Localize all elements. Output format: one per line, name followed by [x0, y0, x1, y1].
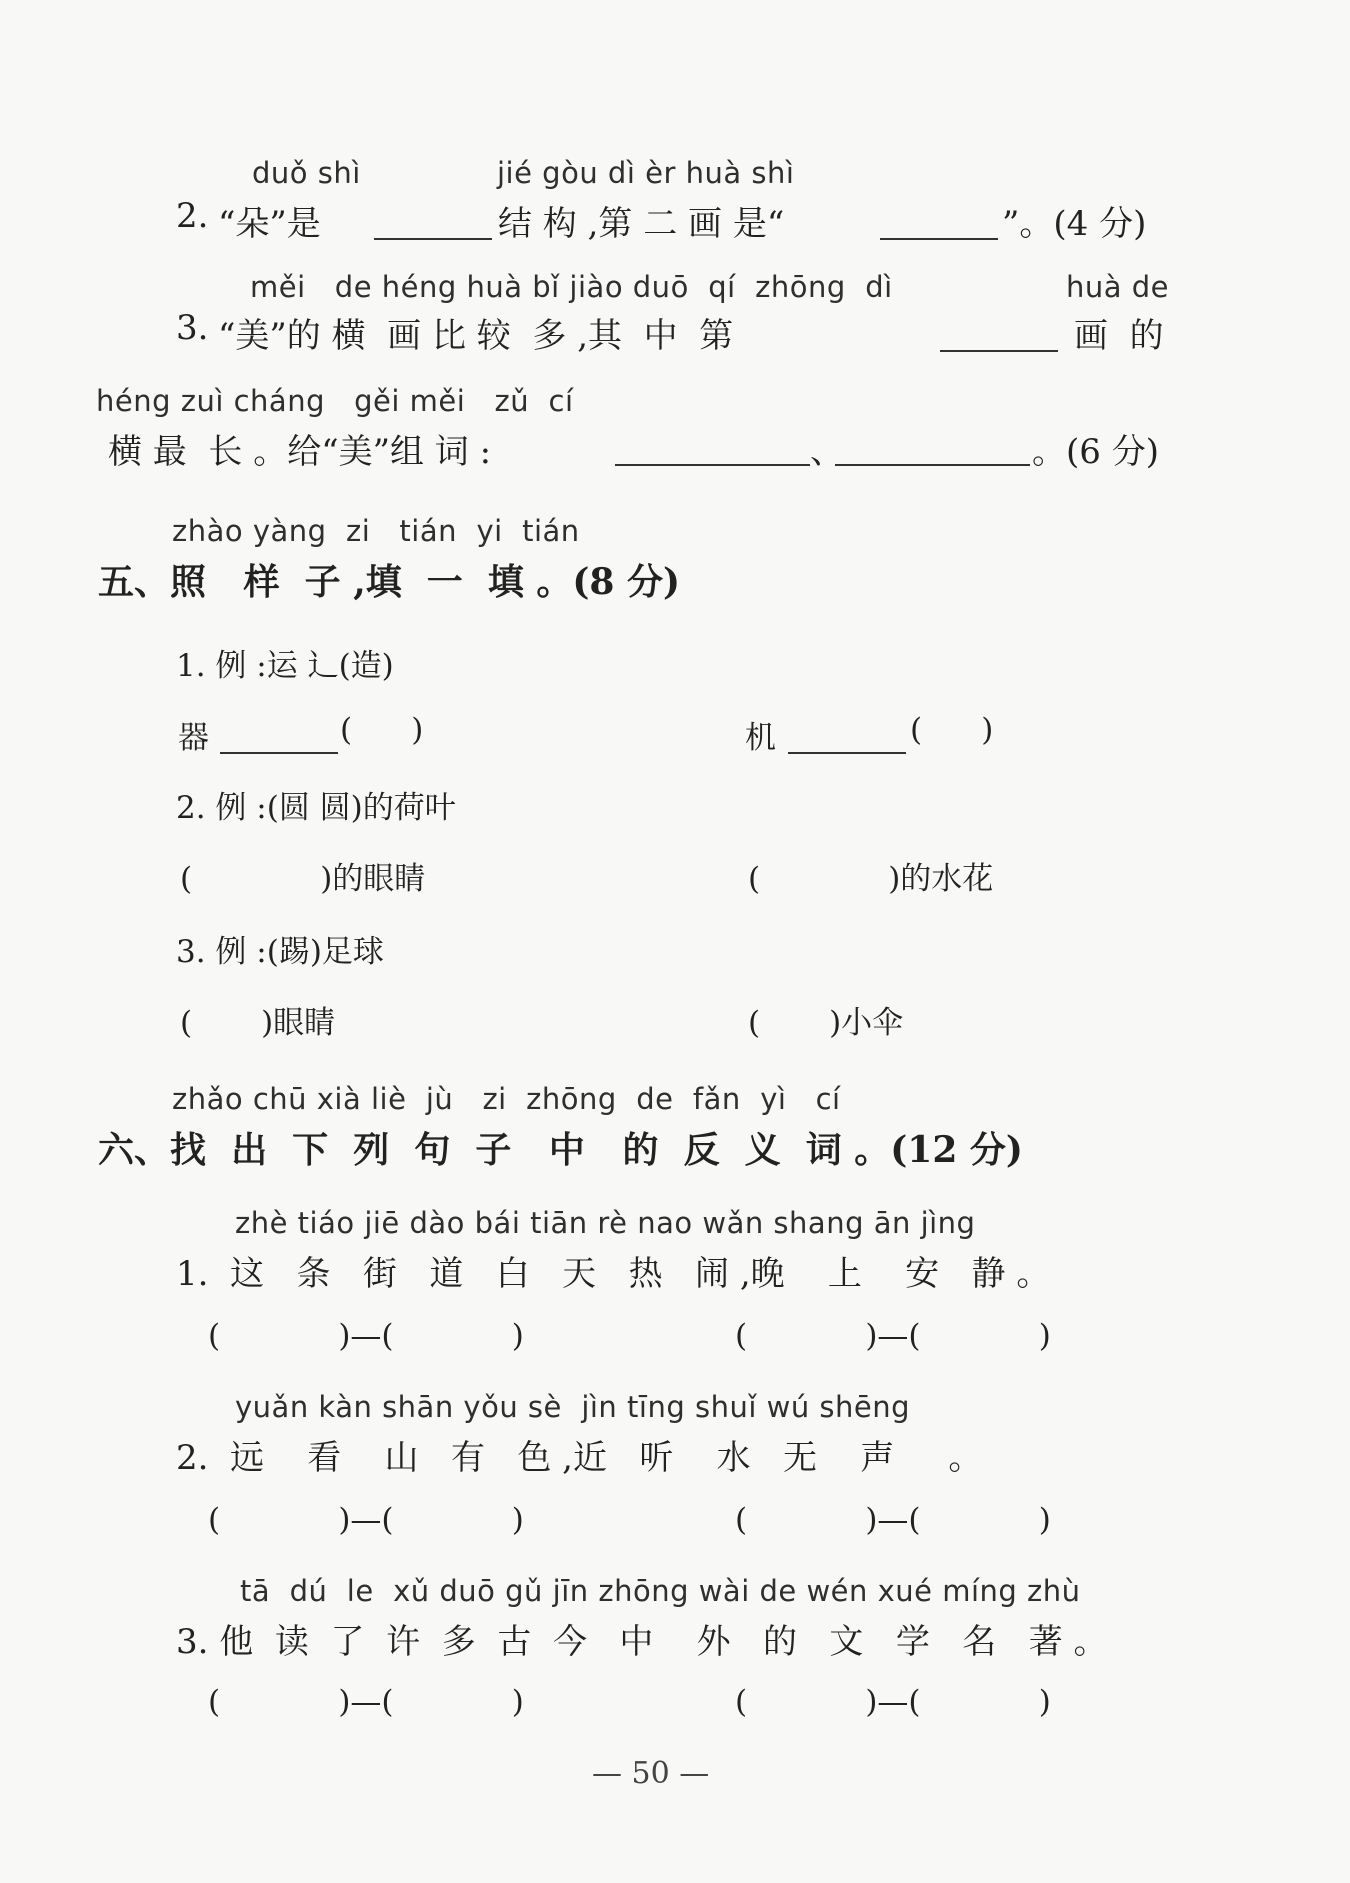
q3-pinyin-b: huà de — [1066, 270, 1169, 304]
s5-ex1-item-a: 器 — [178, 720, 209, 756]
page-number: — 50 — — [592, 1756, 710, 1791]
q2-pinyin-b: jié gòu dì èr huà shì — [497, 156, 795, 190]
q2-text-3: ”。(4 分) — [1002, 204, 1147, 244]
q3-number: 3. — [176, 308, 209, 348]
s6-sentence-2-pinyin: yuǎn kàn shān yǒu sè jìn tīng shuǐ wú shēng — [235, 1390, 911, 1424]
s5-example-3: 3. 例 :(踢)足球 — [176, 934, 384, 970]
s6-sentence-3-pinyin: tā dú le xǔ duō gǔ jīn zhōng wài de wén xué míng zhù — [240, 1574, 1081, 1608]
s5-ex1-blank-a[interactable] — [220, 752, 338, 754]
s5-ex1-item-b: 机 — [745, 720, 776, 756]
s5-ex2-item-b[interactable]: ( )的水花 — [748, 861, 994, 897]
q3-text-1: “美”的 横 画 比 较 多 ,其 中 第 — [218, 316, 734, 356]
s6-pinyin: zhǎo chū xià liè jù zi zhōng de fǎn yì cí — [172, 1082, 841, 1116]
q3-text-3: 横 最 长 。给“美”组 词 : — [108, 432, 492, 472]
s6-title: 六、找 出 下 列 句 子 中 的 反 义 词 。(12 分) — [98, 1129, 1023, 1171]
q2-blank-structure[interactable] — [374, 238, 492, 240]
q3-pinyin-c: héng zuì cháng gěi měi zǔ cí — [96, 384, 574, 418]
s5-pinyin: zhào yàng zi tián yi tián — [172, 514, 580, 548]
s6-s3-pair-2[interactable]: ( )—( ) — [735, 1684, 1051, 1720]
q2-text-1: “朵”是 — [218, 204, 321, 244]
s6-s1-pair-2[interactable]: ( )—( ) — [735, 1318, 1051, 1354]
s5-ex3-item-a[interactable]: ( )眼睛 — [180, 1005, 336, 1041]
q2-pinyin-a: duǒ shì — [252, 156, 361, 190]
s6-sentence-3: 3. 他 读 了 许 多 古 今 中 外 的 文 学 名 著 。 — [176, 1622, 1108, 1662]
q3-blank-word-2[interactable] — [835, 464, 1030, 466]
q3-separator: 、 — [810, 432, 844, 472]
s6-s2-pair-2[interactable]: ( )—( ) — [735, 1502, 1051, 1538]
s5-title: 五、照 样 子 ,填 一 填 。(8 分) — [98, 561, 681, 603]
q3-text-4: 。(6 分) — [1032, 432, 1159, 472]
q2-text-2: 结 构 ,第 二 画 是“ — [498, 204, 785, 244]
s5-example-2: 2. 例 :(圆 圆)的荷叶 — [176, 790, 456, 826]
s6-sentence-1: 1. 这 条 街 道 白 天 热 闹 ,晚 上 安 静 。 — [176, 1254, 1051, 1294]
s6-s3-pair-1[interactable]: ( )—( ) — [208, 1684, 524, 1720]
q2-blank-stroke[interactable] — [880, 238, 998, 240]
s6-s1-pair-1[interactable]: ( )—( ) — [208, 1318, 524, 1354]
q3-blank-stroke[interactable] — [940, 350, 1058, 352]
s6-sentence-2: 2. 远 看 山 有 色 ,近 听 水 无 声 。 — [176, 1438, 983, 1478]
s6-s2-pair-1[interactable]: ( )—( ) — [208, 1502, 524, 1538]
s6-sentence-1-pinyin: zhè tiáo jiē dào bái tiān rè nao wǎn shang ān jìng — [235, 1206, 976, 1240]
q3-text-2: 画 的 — [1074, 316, 1164, 356]
q3-blank-word-1[interactable] — [615, 464, 810, 466]
s5-ex2-item-a[interactable]: ( )的眼睛 — [180, 861, 426, 897]
s5-ex1-blank-b[interactable] — [788, 752, 906, 754]
q3-pinyin-a: měi de héng huà bǐ jiào duō qí zhōng dì — [250, 270, 893, 304]
s5-ex1-paren-a[interactable]: ( ) — [340, 712, 424, 748]
q2-number: 2. — [176, 196, 209, 236]
s5-ex1-paren-b[interactable]: ( ) — [910, 712, 994, 748]
s5-ex3-item-b[interactable]: ( )小伞 — [748, 1005, 904, 1041]
s5-example-1: 1. 例 :运 辶(造) — [176, 648, 394, 684]
